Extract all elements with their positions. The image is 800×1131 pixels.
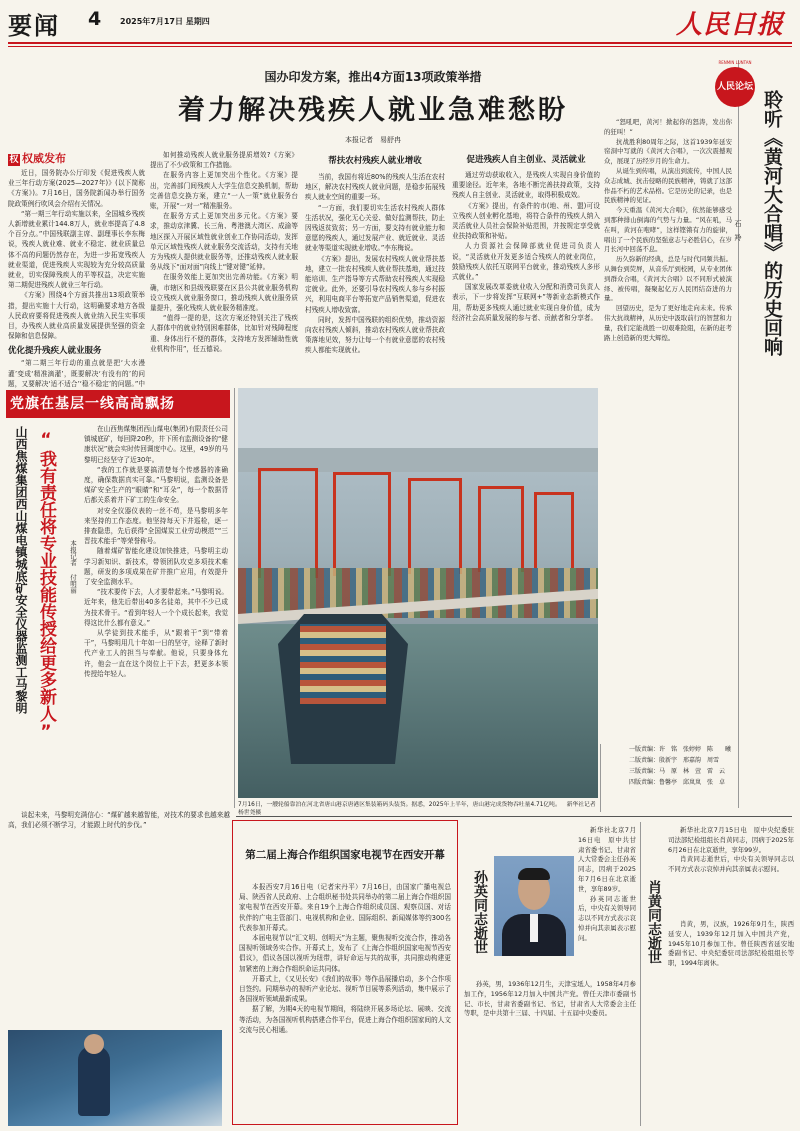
lead-paragraph: “第一期三年行动实施以来，全国城乡残疾人新增就业累计144.8万人，就业率提高了4.8个百分点。”中国残联副主席、副理事长李东梅说，残疾人就业难、就业不稳定、就业质量总体不高的问题仍然存在，为进一步拓宽残疾人就业渠道，促进残疾人实现较为充分较高质量就业，切实保障残疾人的平等权益，决定实施第二期促进残疾人就业三年行动。 [8,209,145,290]
forum-paragraph: 抗战胜利80周年之际，这首1939年延安窑洞中写就的《黄河大合唱》，一次次震撼观众，展现了历经岁月的生命力。 [604,137,732,166]
obit1-body [464,980,636,1126]
lead-headline: 着力解决残疾人就业急难愁盼 [178,95,568,126]
forum-paragraph: 今天重温《黄河大合唱》，依然能够感受到那种排山倒海的气势与力量。“风在吼，马在叫，黄河在咆哮”，这样铿锵有力的旋律，唱出了一个民族的坚强意志与必胜信心，在岁月长河中回荡不息。 [604,206,732,254]
feature-byline: 本报记者 付明丽 [69,540,77,594]
lead-paragraph: 当前，我国有将近80%的残疾人生活在农村地区，解决农村残疾人就业问题，是稳步拓展残疾人就业空间的重要一环。 [305,173,445,202]
lead-byline: 本报记者 易舒冉 [345,136,401,144]
forum-paragraph: “怒吼吧，黄河！掀起你的怒涛，发出你的狂叫！” [604,118,732,136]
feature-paragraph: 在山西焦煤集团西山煤电(集团)有限责任公司镇城底矿，每回降20秒，井下所有监测设备的“健康状况”就会实时传回调度中心。这里，49岁的马黎明已经坚守了近30年。 [84,425,228,464]
forum-logo-mark: 人民论坛 [715,67,755,107]
lead-paragraph: 《方案》提出，发展农村残疾人就业帮扶基地，建立一批农村残疾人就业帮扶基地，通过技能培训、生产指导等方式帮助农村残疾人实现稳定就业。此外，还要引导农村残疾人参与乡村振兴，利用电商平台等拓宽产品销售渠道，促进农村残疾人增收致富。 [305,254,445,314]
forum-title: 聆听《黄河大合唱》的历史回响 [761,90,783,356]
obit2-body [668,920,794,1126]
lead-paragraph: 在服务内容上更加突出个性化。《方案》提出，完善部门间残疾人大学生信息交换机制，帮助完善信息交换方案，建立“一人一策”就业服务台账，开展“一对一”精准服务。 [150,171,298,211]
forum-paragraph: 历久弥新的经典，总是与时代同频共振。从舞台到荧屏，从音乐厅到校园，从专业团体到群众合唱，《黄河大合唱》以不同形式被演绎、被传唱，凝聚起亿万人民团结奋进的力量。 [604,255,732,303]
editor-line: 四版责编：鲁馨亭 邱岚岚 张 卓 [629,779,726,786]
editor-list [600,744,794,812]
feature-paragraph: 谈起未来，马黎明充满信心：“煤矿越来越智能，对技术的要求也越来越高，我们必须不断学习，才能跟上时代的步伐。” [8,811,230,830]
lead-paragraph: 同时，发挥中国残联的组织优势，推动资源向农村残疾人倾斜，推动农村残疾人就业帮扶政策落地见效，努力让每一个有就业意愿的农村残疾人都能实现就业。 [305,315,445,355]
column-divider [640,822,641,1126]
portrait-shirt [530,914,538,942]
party-banner [6,390,230,418]
editor-line: 二版责编：殷新宇 邢嘉韵 周雪 [629,757,732,764]
lead-paragraph: “一方面，我们要切实生活农村残疾人群体生活状况，强化无心关爱、做好监测帮扶，防止因残返贫致贫；另一方面，要支持有就业能力和意愿的残疾人，通过发展产业、就近就业、灵活就业等渠道实现就业增收。”李东梅说。 [305,203,445,253]
obit2-title: 肖黄同志逝世 [646,880,662,964]
newspaper-logo: 人民日报 [675,10,784,40]
lead-paragraph: 《方案》提出，有条件的市(地、州、盟)可设立残疾人创业孵化基地，将符合条件的残疾人纳入灵活就业人员社会保险补贴范围，并按规定享受就业扶持政策和补贴。 [452,201,600,241]
feature-paragraph: 对安全仪器仪表的一丝不苟，是马黎明多年来坚持的工作态度。他坚持每天下井巡检，逐一排查隐患，先后获得“全国煤炭工业劳动模范”“三晋技术能手”等荣誉称号。 [84,506,228,546]
festival-title: 第二届上海合作组织国家电视节在西安开幕 [245,849,445,861]
crane [478,486,524,572]
festival-paragraph: 本届电视节以“汇文明、创明天”为主题，聚焦视听交流合作，推动各国视听领域务实合作。开幕式上，发布了《上海合作组织国家电视节西安倡议》，倡议各国以视听为纽带，讲好命运与共的故事，共同推动构建更加紧密的上海合作组织命运共同体。 [239,934,451,973]
authority-tag: 权 权威发布 [9,152,66,165]
party-banner-title: 党旗在基层一线高高飘扬 [10,396,175,412]
crane [258,468,318,578]
portrait-photo [494,856,574,956]
lead-column-4 [452,150,600,378]
lead-subhead-3: 促进残疾人自主创业、灵活就业 [466,155,586,165]
obit2-paragraph: 新华社北京7月15日电 原中央纪委驻司法部纪检组组长肖黄同志，因病于2025年6月26日在北京逝世，享年99岁。 [668,826,794,854]
obit2-paragraph: 肖黄同志逝世后，中央有关领导同志以不同方式表示哀悼并向其亲属表示慰问。 [668,855,794,874]
caption-text: 7月16日，一艘轮船靠泊在河北省唐山港京唐港区集装箱码头装货。据悉，2025年上半年，唐山港完成货物吞吐量4.71亿吨。 [238,802,561,808]
lead-paragraph: 在服务效能上更加突出完善功能。《方案》明确，市辖区和县级残联要在区县公共就业服务机构设立残疾人就业服务窗口，推动残疾人就业服务质量提升，强化残疾人就业服务精准度。 [150,273,298,313]
portrait-hair [518,868,550,880]
masthead [0,0,800,42]
column-divider [234,388,235,808]
port-photo [238,388,598,798]
section-rule [236,816,792,817]
forum-logo [712,60,758,114]
obit1-paragraph: 孙英，男，1936年12月生，天津宝坻人，1958年4月参加工作，1956年12月加入中国共产党。曾任天津市委副书记、市长，甘肃省委副书记、书记，甘肃省人大常委会主任等职，是中共第十三届、十四届、十五届中央委员。 [464,980,636,1018]
feature-body-lower [8,810,230,1030]
feature-title: “我有责任将专业技能传授给更多新人” [36,430,56,742]
editor-line: 三版责编：马 原 林 萱 雷 云 [629,768,726,775]
lead-kicker: 国办印发方案，推出4方面13项政策举措 [264,70,482,84]
lead-paragraph: “值得一提的是，这次方案还特别关注了残疾人群体中的就业特别困难群体，比如针对残障程度重、身体出行不便的群体，支持地方发挥辅助性就业机构作用”，任五德说。 [150,314,298,353]
issue-date: 2025年7月17日 星期四 [120,17,210,26]
lead-paragraph: 近日，国务院办公厅印发《促进残疾人就业三年行动方案(2025—2027年)》(以下简称《方案》)。7月16日，国务院新闻办举行国务院政策例行吹风会介绍有关情况。 [8,169,145,208]
festival-paragraph: 开幕式上，《又见长安》《我们的故事》等作品展播启动，多个合作项目签约。同期举办的视听产业论坛、视听节目展等系列活动，集中展示了各国视听领域最新成果。 [239,974,451,1004]
forum-logo-top: RENMIN LUNTAN [718,60,752,65]
masthead-rule-thin [8,46,792,47]
festival-paragraph: 本报西安7月16日电（记者宋丹平）7月16日，由国家广播电视总局、陕西省人民政府、上合组织秘书处共同举办的第二届上海合作组织国家电视节在西安开幕。来自19个上海合作组织成员国、观察员国、对话伙伴的广电主管部门、电视机构和企业、国际组织、新闻媒体等约300名代表参加开幕式。 [239,883,451,932]
festival-story-box [232,820,458,1125]
lead-paragraph: 在服务方式上更加突出多元化。《方案》要求，推动京津冀、长三角、粤港澳大湾区、成渝等地区探入开展区域性就业创业工作协同活动，发挥单元区域性残疾人就业服务交流活动，支持有关地方为残疾人提供就业服务等，还推动残疾人就业服务从线下“面对面”向线上“键对键”延伸。 [150,212,298,272]
editor-line: 一版责编：许 铭 张婷婷 陈 曦 [629,746,732,753]
forum-body [604,118,732,732]
forum-author: 石 羚 [734,220,742,241]
feature-paragraph: “技术要传下去，人才要带起来。”马黎明说。近年来，他先后带出40多名徒弟，其中不少已成为技术骨干。“看到年轻人一个个成长起来，我觉得这比什么都有意义。” [84,588,228,627]
obit2-body-top [668,826,794,918]
crane [534,492,574,568]
obit1-title: 孙英同志逝世 [472,870,488,954]
crane [333,472,391,576]
lead-paragraph: 国家发展改革委就业收入分配和消费司负责人表示，下一步将发挥“互联网+”等新业态新模式作用，帮助更多残疾人通过就业实现自身价值，成为经济社会高质量发展的参与者、贡献者和分享者。 [452,283,600,322]
feature-paragraph: 随着煤矿智能化建设加快推进，马黎明主动学习新知识、新技术，带领团队攻克多项技术难题，研发的多项成果在矿井推广应用，有效提升了安全监测水平。 [84,547,228,587]
obit2-paragraph: 肖黄，男，汉族，1926年9月生，陕西延安人，1939年12月加入中国共产党，1945年10月参加工作。曾任陕西省延安地委副书记、中央纪委驻司法部纪检组组长等职，1994年离休。 [668,920,794,968]
festival-paragraph: 据了解，为期4天的电视节期间，将陆续开展多场论坛、展映、交流等活动，为各国视听机构搭建合作平台，促进上海合作组织国家间的人文交流与民心相通。 [239,1005,451,1034]
lead-paragraph: “第二期三年行动的重点就是把‘大水漫灌’变成‘精准滴灌’，既要解决‘有没有的’的问题，又要解决‘适不适合’‘稳不稳定’的问题。”中 [8,359,145,388]
caption-credit: 新华社记者 杨世尧摄 [238,802,602,816]
crane [408,478,462,574]
worker-photo [8,1030,222,1126]
obit1-paragraph: 孙英同志逝世后，中央有关领导同志以不同方式表示哀悼并向其亲属表示慰问。 [578,894,636,942]
lead-column-1 [8,150,145,388]
forum-paragraph: 从诞生到传唱，从演出到流传，中国人民众志成城、抗击侵略的民族精神，铸就了这部作品不朽的艺术品格。它是历史的记录，也是民族精神的见证。 [604,166,732,205]
obit1-paragraph: 新华社北京7月16日电 原中共甘肃省委书记、甘肃省人大常委会主任孙英同志，因病于2025年7月6日在北京逝世，享年89岁。 [578,826,636,893]
lead-paragraph: 如何推动残疾人就业服务提质增效?《方案》提出了不少政策和工作措施。 [150,151,298,170]
lead-column-3 [305,150,445,378]
masthead-rule [8,42,792,44]
feature-paragraph: “我的工作就是要搞清楚每个传感器的准确度，确保数据真实可靠。”马黎明说，监测设备是煤矿安全生产的“眼睛”和“耳朵”，每一个数据背后都关系着井下矿工的生命安全。 [84,465,228,505]
lead-paragraph: 《方案》围绕4个方面共推出13项政策举措，提出实施十大行动，这明确要求地方各级人民政府要将促进残疾人就业纳入民生实事项目，办残疾人就业高质量发展提供坚强的资金保障和信息保障。 [8,291,145,341]
worker-figure [78,1046,110,1116]
forum-paragraph: 回望历史，是为了更好地走向未来。传承伟大抗战精神，从历史中汲取前行的智慧和力量，我们定能战胜一切艰难险阻，在新的赶考路上创造新的更大辉煌。 [604,304,732,342]
ship-deck-containers [300,624,386,704]
forum-body-right [738,440,792,740]
feature-subject: 山西焦煤集团西山煤电镇城底矿安全仪器监测工马黎明 [14,426,28,714]
tag-icon: 权 [9,155,19,165]
lead-column-2 [150,150,298,378]
lead-paragraph: 通过劳动获取收入，是残疾人实现自身价值的重要途径。近年来，各地不断完善扶持政策，支持残疾人自主创业、灵活就业，取得积极成效。 [452,171,600,200]
lead-subhead-2: 帮扶农村残疾人就业增收 [328,156,422,166]
feature-body [84,424,228,808]
lead-paragraph: 人力资源社会保障部就业促进司负责人说，“灵活就业开发更多适合残疾人的就业岗位，鼓励残疾人依托互联网平台就业，推动残疾人多形式就业。” [452,242,600,282]
worker-head [84,1034,104,1054]
page-number: 4 [88,8,102,30]
obit1-body-top [578,826,636,978]
lead-subhead-1: 优化提升残疾人就业服务 [8,346,102,357]
feature-paragraph: 从学徒到技术能手，从“跟着干”到“带着干”，马黎明用几十年如一日的坚守，诠释了新时代产业工人的担当与奉献。他说，只要身体允许，他会一直在这个岗位上干下去，把更多本领传授给年轻人。 [84,629,228,678]
port-photo-caption [238,801,602,817]
section-title: 要闻 [8,12,60,40]
